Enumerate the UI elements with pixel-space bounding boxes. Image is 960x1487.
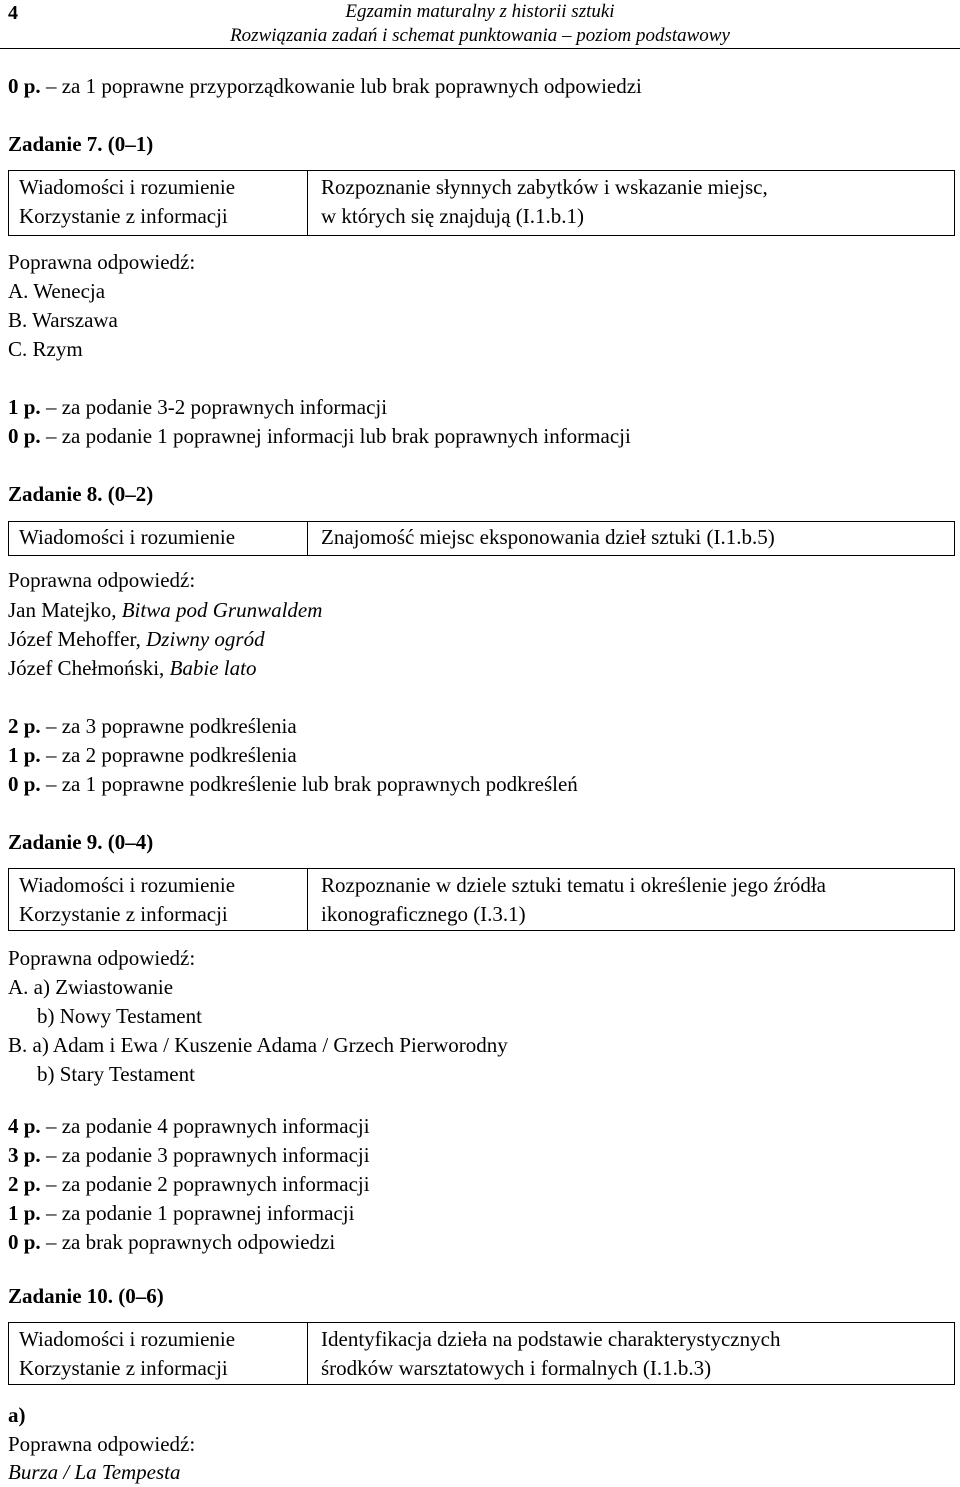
- task7-skills: [19, 173, 235, 231]
- score-text: – za podanie 1 poprawnej informacji: [40, 1201, 355, 1225]
- score-text: – za 1 poprawne podkreślenie lub brak poprawnych podkreśleń: [40, 772, 578, 796]
- score-points: 4 p.: [8, 1114, 41, 1138]
- task7-answer: B. Warszawa: [8, 308, 118, 332]
- score-points: 3 p.: [8, 1143, 41, 1167]
- score-text: – za podanie 1 poprawnej informacji lub brak poprawnych informacji: [40, 424, 631, 448]
- score-points: 0 p.: [8, 1230, 41, 1254]
- requirement-text: ikonograficznego (I.3.1): [321, 902, 526, 926]
- scoring-line: [8, 1199, 354, 1228]
- requirement-text: w których się znajdują (I.1.b.1): [321, 204, 585, 228]
- score-text: – za podanie 3-2 poprawnych informacji: [40, 395, 388, 419]
- task7-answer-label: Poprawna odpowiedź:: [8, 250, 196, 274]
- task8-requirements-table: [8, 521, 955, 556]
- scoring-line: [8, 770, 578, 799]
- requirement-text: Rozpoznanie słynnych zabytków i wskazanie miejsc,: [321, 175, 768, 199]
- skill-label: Korzystanie z informacji: [19, 1356, 228, 1380]
- scoring-line: [8, 393, 387, 422]
- skill-label: Wiadomości i rozumienie: [19, 175, 236, 199]
- artist-name: Jan Matejko,: [8, 598, 122, 622]
- task10-answer: Burza / La Tempesta: [8, 1460, 181, 1484]
- table-divider: [307, 869, 308, 930]
- task10-requirements-table: [8, 1322, 955, 1385]
- task9-requirements-table: [8, 868, 955, 931]
- scoring-line: [8, 1141, 370, 1170]
- task9-answer: b) Nowy Testament: [37, 1004, 202, 1028]
- header-title-line2: Rozwiązania zadań i schemat punktowania – poziom podstawowy: [230, 25, 730, 46]
- task9-answer-label: Poprawna odpowiedź:: [8, 946, 196, 970]
- requirement-text: Identyfikacja dzieła na podstawie charakterystycznych: [321, 1327, 781, 1351]
- skill-label: Wiadomości i rozumienie: [19, 1327, 236, 1351]
- task8-answer: [8, 625, 265, 654]
- task10-title: Zadanie 10. (0–6): [8, 1284, 164, 1308]
- artist-name: Józef Mehoffer,: [8, 627, 147, 651]
- scoring-line: [8, 1170, 370, 1199]
- task8-answer: [8, 596, 322, 625]
- score-points: 1 p.: [8, 743, 41, 767]
- skill-label: Wiadomości i rozumienie: [19, 525, 236, 549]
- score-text: – za 3 poprawne podkreślenia: [40, 714, 297, 738]
- score-text: – za 1 poprawne przyporządkowanie lub brak poprawnych odpowiedzi: [40, 74, 642, 98]
- score-text: – za brak poprawnych odpowiedzi: [40, 1230, 336, 1254]
- artist-name: Józef Chełmoński,: [8, 656, 170, 680]
- task10-part-label: a): [8, 1403, 26, 1427]
- task8-requirement: [321, 523, 775, 552]
- scoring-line: [8, 1112, 370, 1141]
- task7-title: Zadanie 7. (0–1): [8, 132, 154, 156]
- task9-requirement: [321, 871, 826, 929]
- score-text: – za podanie 3 poprawnych informacji: [40, 1143, 370, 1167]
- score-points: 1 p.: [8, 1201, 41, 1225]
- task10-answer-label: Poprawna odpowiedź:: [8, 1432, 196, 1456]
- score-text: – za podanie 2 poprawnych informacji: [40, 1172, 370, 1196]
- task9-skills: [19, 871, 235, 929]
- task9-title: Zadanie 9. (0–4): [8, 830, 154, 854]
- task9-answer: b) Stary Testament: [37, 1062, 195, 1086]
- table-divider: [307, 1323, 308, 1384]
- task7-answer: C. Rzym: [8, 337, 83, 361]
- scoring-line: [8, 1228, 335, 1257]
- scoring-line: [8, 72, 642, 101]
- requirement-text: Rozpoznanie w dziele sztuki tematu i określenie jego źródła: [321, 873, 826, 897]
- artwork-title: Dziwny ogród: [146, 627, 265, 651]
- artwork-title: Babie lato: [169, 656, 257, 680]
- table-divider: [307, 171, 308, 235]
- score-points: 0 p.: [8, 74, 41, 98]
- task9-answer: B. a) Adam i Ewa / Kuszenie Adama / Grzech Pierworodny: [8, 1033, 508, 1057]
- page-number: 4: [8, 2, 18, 24]
- task8-answer-label: Poprawna odpowiedź:: [8, 568, 196, 592]
- task8-answer: [8, 654, 256, 683]
- scoring-line: [8, 422, 631, 451]
- score-points: 1 p.: [8, 395, 41, 419]
- skill-label: Korzystanie z informacji: [19, 204, 228, 228]
- header-title-line1: Egzamin maturalny z historii sztuki: [345, 1, 615, 22]
- requirement-text: środków warsztatowych i formalnych (I.1.b.3): [321, 1356, 712, 1380]
- task8-title: Zadanie 8. (0–2): [8, 482, 154, 506]
- scoring-line: [8, 741, 297, 770]
- artwork-title: Bitwa pod Grunwaldem: [121, 598, 323, 622]
- header-title: [200, 0, 760, 48]
- task10-skills: [19, 1325, 235, 1383]
- task7-answer: A. Wenecja: [8, 279, 106, 303]
- score-text: – za 2 poprawne podkreślenia: [40, 743, 297, 767]
- skill-label: Korzystanie z informacji: [19, 902, 228, 926]
- table-divider: [307, 522, 308, 555]
- score-points: 0 p.: [8, 424, 41, 448]
- task9-answer: A. a) Zwiastowanie: [8, 975, 174, 999]
- task7-requirements-table: [8, 170, 955, 236]
- task8-skills: [19, 523, 235, 552]
- score-points: 0 p.: [8, 772, 41, 796]
- score-points: 2 p.: [8, 714, 41, 738]
- task10-requirement: [321, 1325, 780, 1383]
- page-header: [0, 0, 960, 50]
- score-text: – za podanie 4 poprawnych informacji: [40, 1114, 370, 1138]
- score-points: 2 p.: [8, 1172, 41, 1196]
- task7-requirement: [321, 173, 768, 231]
- header-rule: [0, 48, 960, 49]
- scoring-line: [8, 712, 297, 741]
- requirement-text: Znajomość miejsc eksponowania dzieł sztuki (I.1.b.5): [321, 525, 775, 549]
- skill-label: Wiadomości i rozumienie: [19, 873, 236, 897]
